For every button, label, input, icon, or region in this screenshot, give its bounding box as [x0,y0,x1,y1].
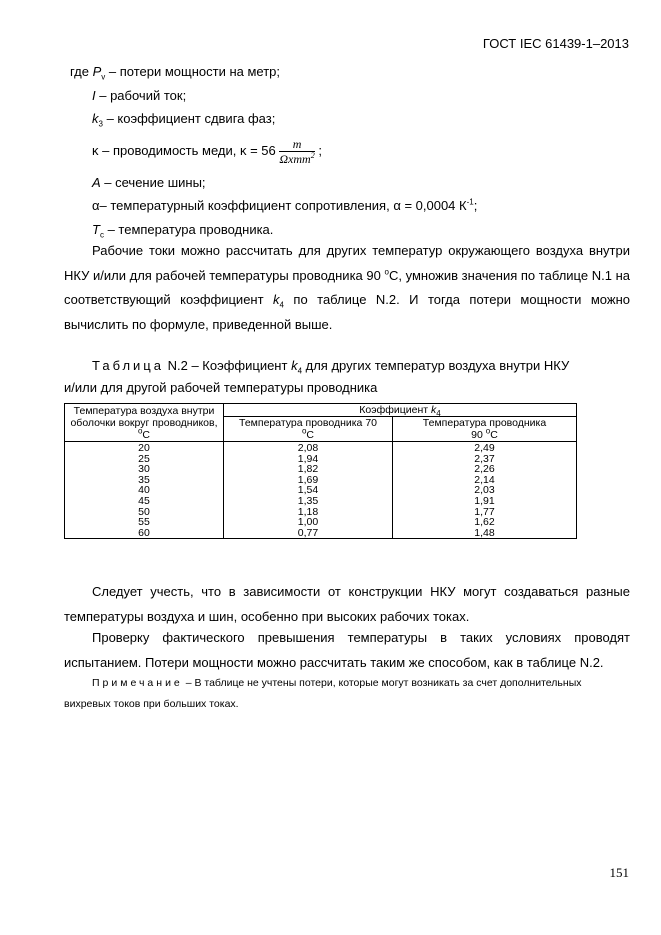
document-header: ГОСТ IEC 61439-1–2013 [482,36,629,51]
definition-a: A – сечение шины; [92,175,206,190]
definition-k3: $k_3$ – коэффициент сдвига фаз; [92,111,276,129]
table-row: 50 1,18 1,77 [65,507,577,518]
header-air-temperature: Температура воздуха внутри оболочки вокруг проводников, $^о$С [65,404,224,442]
table-row: 20 2,08 2,49 [65,442,577,454]
header-coefficient: Коэффициент $k_4$ [224,404,577,417]
table-row: 60 0,77 1,48 [65,528,577,539]
definition-kappa: κ – проводимость меди, κ = 56 $\frac{m}{\Omega xmm^2}$ ; [92,137,322,167]
definition-tc: $T_c$ – температура проводника. [92,222,274,240]
note: Примечание – В таблице не учтены потери, которые могут возникать за счет дополнительных вихревых токов при больших токах. [64,677,582,710]
definition-alpha: α– температурный коэффициент сопротивления, α = 0,0004 $К^{-1}$; [92,197,478,213]
page-number: 151 [609,865,629,880]
table-caption-line2: и/или для другой рабочей температуры проводника [64,380,378,395]
table-caption: Таблица N.2 – Коэффициент $k_4$ для других температур воздуха внутри НКУ [92,358,570,376]
definition-pv: где $P_v$ – потери мощности на метр; [70,64,280,82]
paragraph-verification-test: Проверку фактического превышения температуры в таких условиях проводят испытанием. Потери мощности можно рассчитать таким же способом, как в таблице N.2. [64,630,630,670]
paragraph-air-bus-temperatures: Следует учесть, что в зависимости от конструкции НКУ могут создаваться разные температуры воздуха и шин, особенно при высоких рабочих токах. [64,584,630,624]
table-row: 35 1,69 2,14 [65,475,577,486]
conductivity-fraction: $\frac{m}{\Omega xmm^2}$ [279,137,315,167]
table-row: 55 1,00 1,62 [65,517,577,528]
table-row: 45 1,35 1,91 [65,496,577,507]
definition-i: I – рабочий ток; [92,88,187,103]
note-label: Примечание [92,677,183,689]
header-conductor-70: Температура проводника 70 $^о$С [224,417,393,442]
table-row: 40 1,54 2,03 [65,485,577,496]
paragraph-operating-currents: Рабочие токи можно рассчитать для других температур окружающего воздуха внутри НКУ и/или для рабочей температуры проводника 90 $^о$С, умножив значения по таблице N.1 на соответствующий коэффициент $k_4$ по таблице N.2. И тогда потери мощности можно вычислить по формуле, приведенной выше. [64,243,630,332]
header-conductor-90: Температура проводника 90 $^о$С [393,417,577,442]
coefficient-table [64,403,577,539]
table-row: 25 1,94 2,37 [65,454,577,465]
table-row: 30 1,82 2,26 [65,464,577,475]
